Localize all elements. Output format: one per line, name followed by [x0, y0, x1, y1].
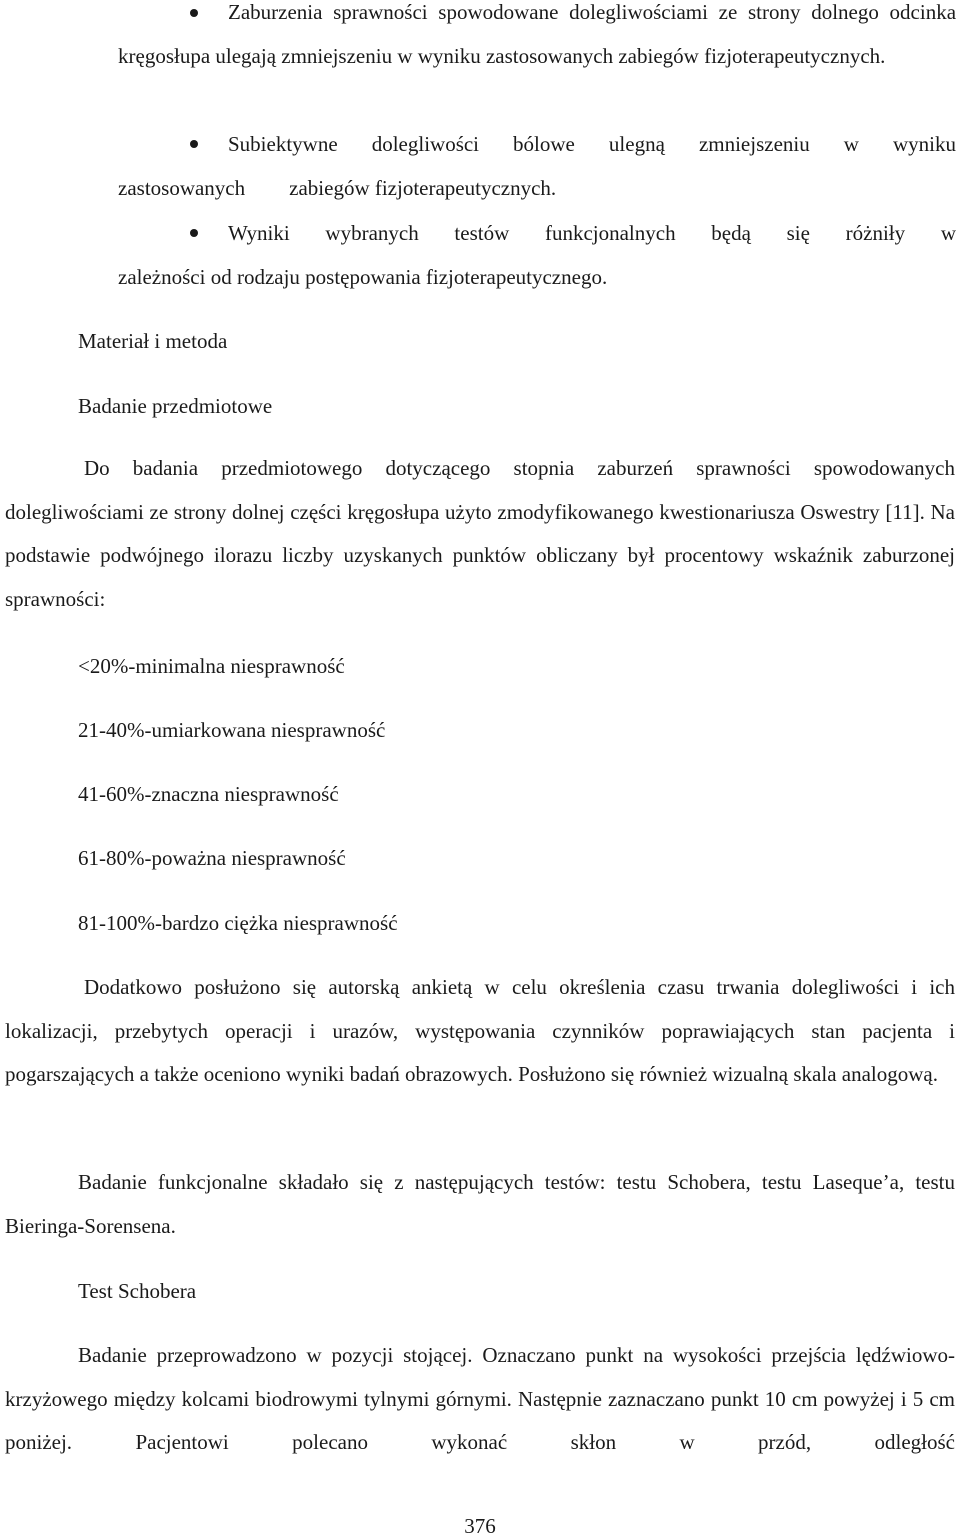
hypothesis-2-line-2: zastosowanych zabiegów fizjoterapeutycznych.	[118, 176, 557, 200]
section-heading: Materiał i metoda	[78, 329, 228, 353]
hypothesis-3-line-1: Wyniki wybranych testów funkcjonalnych będą się różniły w	[228, 221, 956, 245]
hypothesis-1: Zaburzenia sprawności spowodowane dolegliwościami ze strony dolnego odcinka kręgosłupa ulegają zmniejszeniu w wyniku zastosowanych zabiegów fizjoterapeutycznych.	[118, 0, 957, 68]
hypothesis-2-line-1: Subiektywne dolegliwości bólowe ulegną zmniejszeniu w wyniku	[228, 132, 956, 156]
scale-item: 61-80%-poważna niesprawność	[78, 846, 346, 870]
hypothesis-3-line-2: zależności od rodzaju postępowania fizjoterapeutycznego.	[118, 265, 608, 289]
bullet-icon	[190, 140, 198, 148]
paragraph-badanie-funkcjonalne: Badanie funkcjonalne składało się z następujących testów: testu Schobera, testu Laseque’a, testu Bieringa-Sorensena.	[5, 1170, 955, 1238]
paragraph-oswestry: Do badania przedmiotowego dotyczącego stopnia zaburzeń sprawności spowodowanych dolegliwościami ze strony dolnej części kręgosłupa użyto zmodyfikowanego kwestionariusza Oswestry [11]. Na podstawie podwójnego ilorazu liczby uzyskanych punktów obliczany był procentowy wskaźnik zaburzonej sprawności:	[5, 456, 955, 611]
paragraph-ankieta: Dodatkowo posłużono się autorską ankietą w celu określenia czasu trwania dolegliwości i ich lokalizacji, przebytych operacji i urazów, występowania czynników poprawiających stan pacjenta i pogarszających a także oceniono wyniki badań obrazowych. Posłużono się również wizualną skala analogową.	[5, 975, 955, 1087]
scale-item: 41-60%-znaczna niesprawność	[78, 782, 339, 806]
subheading-badanie-przedmiotowe: Badanie przedmiotowe	[78, 394, 273, 418]
page-number: 376	[464, 1514, 496, 1538]
paragraph-schober: Badanie przeprowadzono w pozycji stojącej. Oznaczano punkt na wysokości przejścia lędźwiowo-krzyżowego między kolcami biodrowymi tylnymi górnymi. Następnie zaznaczano punkt 10 cm powyżej i 5 cm poniżej. Pacjentowi polecano wykonać skłon w przód, odległość	[5, 1343, 955, 1455]
scale-item: <20%-minimalna niesprawność	[78, 654, 345, 678]
bullet-icon	[190, 229, 198, 237]
scale-item: 21-40%-umiarkowana niesprawność	[78, 718, 386, 742]
scale-item: 81-100%-bardzo ciężka niesprawność	[78, 911, 398, 935]
subheading-test-schobera: Test Schobera	[78, 1279, 197, 1303]
